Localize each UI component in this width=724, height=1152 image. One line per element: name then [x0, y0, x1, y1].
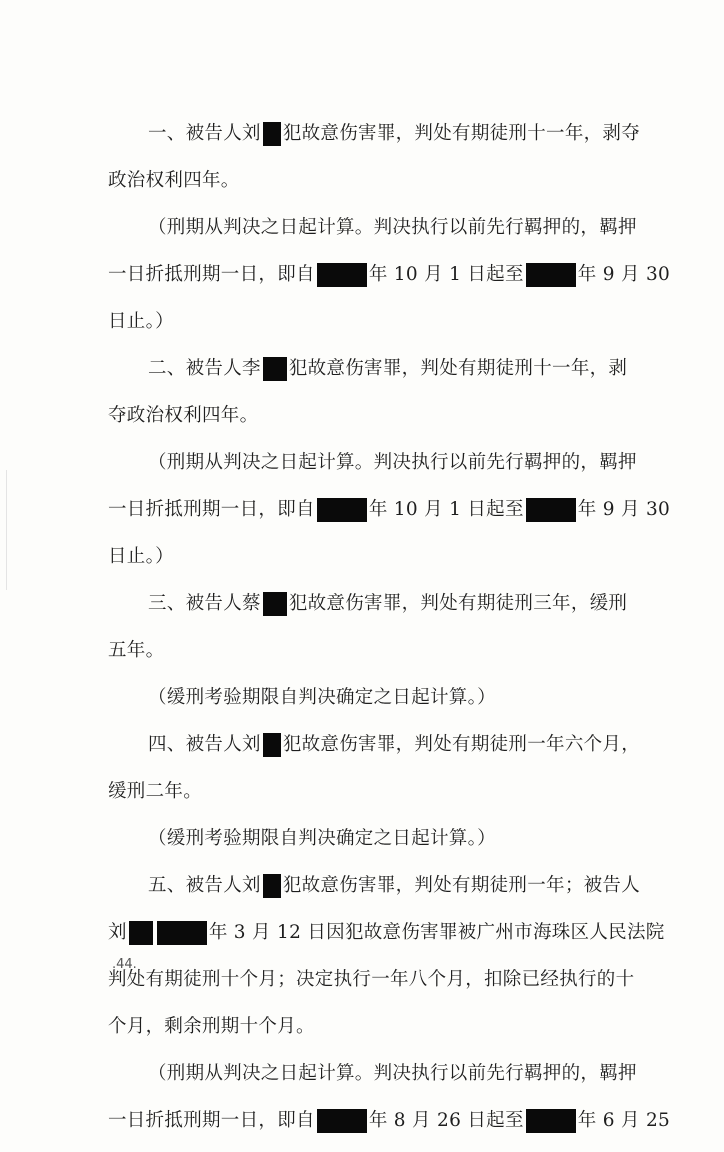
line-text: （刑期从判决之日起计算。判决执行以前先行羁押的，羁押: [148, 452, 637, 473]
line-text: 犯故意伤害罪，判处有期徒刑一年六个月，: [282, 734, 641, 755]
redaction-block: [263, 122, 281, 146]
text-line: [108, 964, 668, 996]
text-line: [108, 494, 671, 526]
redaction-block: [526, 1109, 576, 1133]
line-text: 犯故意伤害罪，判处有期徒刑十一年，剥: [288, 358, 628, 379]
redaction-block: [263, 357, 287, 381]
line-text: 刘: [108, 922, 127, 943]
line-text: （缓刑考验期限自判决确定之日起计算。）: [148, 687, 496, 708]
text-line: [108, 118, 668, 150]
line-text: 四、被告人刘: [148, 734, 261, 755]
redaction-block: [526, 263, 576, 287]
text-line: [108, 541, 668, 573]
text-line: [108, 588, 668, 620]
line-text: 年 10 月 1 日起至: [368, 499, 524, 520]
line-text: 判处有期徒刑十个月；决定执行一年八个月，扣除已经执行的十: [108, 969, 635, 990]
text-line: [108, 212, 668, 244]
line-text: （缓刑考验期限自判决确定之日起计算。）: [148, 828, 496, 849]
text-line: [108, 400, 668, 432]
text-line: [108, 823, 668, 855]
redaction-block: [526, 498, 576, 522]
line-text: 一日折抵刑期一日，即自: [108, 499, 315, 520]
redaction-block: [263, 874, 281, 898]
redaction-block: [317, 498, 367, 522]
line-text: 日止。）: [108, 311, 174, 332]
line-text: （刑期从判决之日起计算。判决执行以前先行羁押的，羁押: [148, 217, 637, 238]
line-text: 五、被告人刘: [148, 875, 261, 896]
line-text: 犯故意伤害罪，判处有期徒刑一年；被告人: [282, 875, 641, 896]
text-line: [108, 870, 668, 902]
line-text: 年 9 月 30: [577, 264, 671, 285]
text-line: [108, 1105, 671, 1137]
redaction-block: [317, 1109, 367, 1133]
line-text: 个月，剩余刑期十个月。: [108, 1016, 315, 1037]
redaction-block: [157, 921, 207, 945]
text-line: [108, 447, 668, 479]
line-text: 年 8 月 26 日起至: [368, 1110, 524, 1131]
text-line: [108, 259, 671, 291]
line-text: 犯故意伤害罪，判处有期徒刑十一年，剥夺: [282, 123, 641, 144]
judgment-text: [108, 118, 671, 1152]
line-text: 一、被告人刘: [148, 123, 261, 144]
line-text: 夺政治权利四年。: [108, 405, 259, 426]
line-text: 三、被告人蔡: [148, 593, 261, 614]
line-text: 年 10 月 1 日起至: [368, 264, 524, 285]
line-text: 年 6 月 25: [577, 1110, 671, 1131]
scan-margin-mark: [0, 470, 7, 590]
text-line: [108, 729, 668, 761]
text-line: [108, 776, 668, 808]
text-line: [108, 353, 668, 385]
text-line: [108, 165, 668, 197]
text-line: [108, 1011, 668, 1043]
page-number: .44.: [112, 957, 137, 972]
line-text: 日止。）: [108, 546, 174, 567]
text-line: [108, 1058, 668, 1090]
text-line: [108, 917, 668, 949]
line-text: （刑期从判决之日起计算。判决执行以前先行羁押的，羁押: [148, 1063, 637, 1084]
line-text: 一日折抵刑期一日，即自: [108, 1110, 315, 1131]
redaction-block: [263, 733, 281, 757]
text-line: [108, 682, 668, 714]
redaction-block: [317, 263, 367, 287]
line-text: 年 9 月 30: [577, 499, 671, 520]
line-text: 一日折抵刑期一日，即自: [108, 264, 315, 285]
text-line: [108, 635, 668, 667]
redaction-block: [129, 921, 153, 945]
text-line: [108, 306, 668, 338]
line-text: 犯故意伤害罪，判处有期徒刑三年，缓刑: [288, 593, 628, 614]
line-text: 五年。: [108, 640, 165, 661]
redaction-block: [263, 592, 287, 616]
line-text: 缓刑二年。: [108, 781, 203, 802]
line-text: 年 3 月 12 日因犯故意伤害罪被广州市海珠区人民法院: [208, 922, 665, 943]
line-text: 政治权利四年。: [108, 170, 240, 191]
line-text: 二、被告人李: [148, 358, 261, 379]
